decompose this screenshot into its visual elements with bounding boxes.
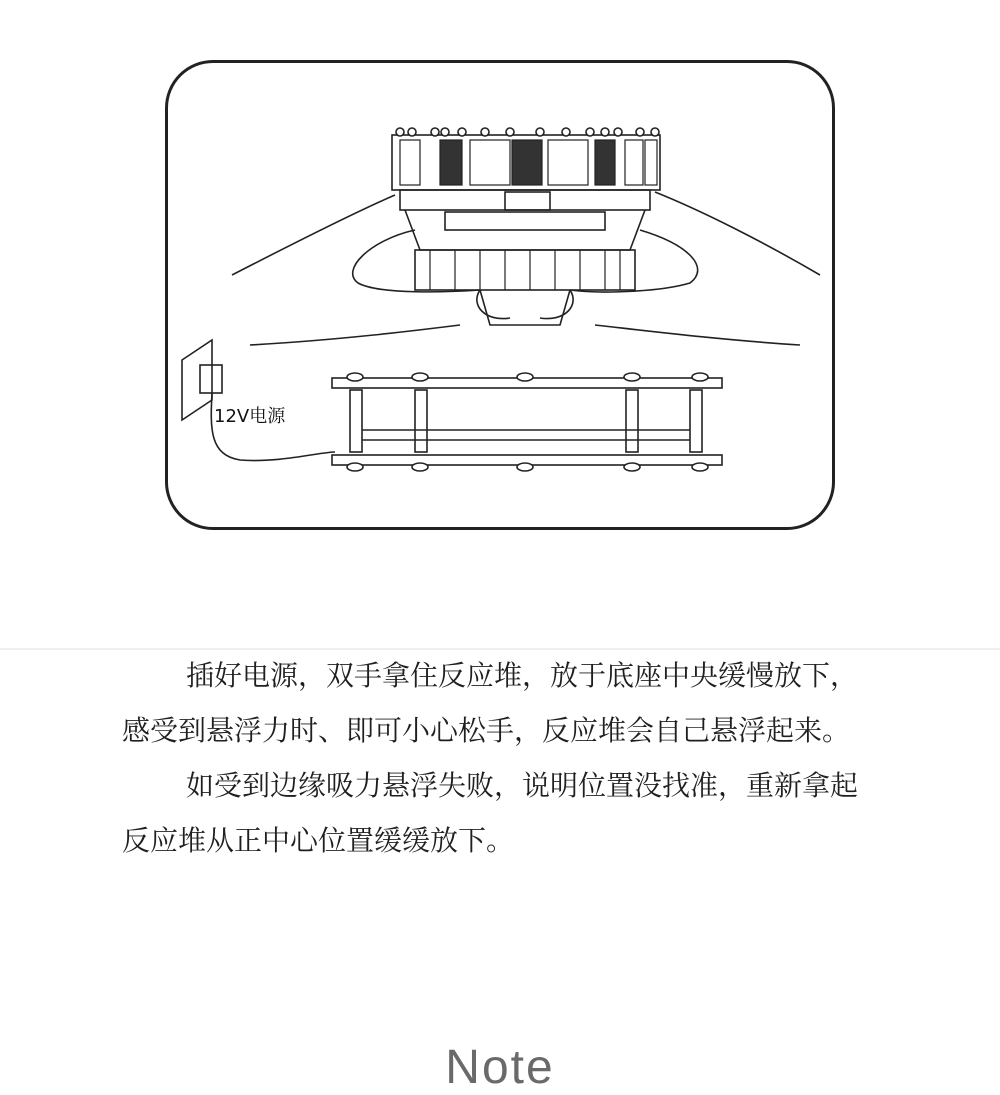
note-heading: Note (445, 1041, 555, 1094)
instructions (122, 648, 882, 868)
power-label: 12V电源 (214, 406, 286, 427)
power-adapter (182, 340, 335, 461)
instruction-paragraph-2: 如受到边缘吸力悬浮失败，说明位置没找准，重新拿起反应堆从正中心位置缓缓放下。 (122, 769, 859, 857)
instruction-paragraph-1: 插好电源，双手拿住反应堆，放于底座中央缓慢放下，感受到悬浮力时、即可小心松手，反应堆会自己悬浮起来。 (122, 659, 859, 747)
arc-reactor (392, 128, 660, 325)
hands (232, 192, 820, 345)
levitation-base (332, 373, 722, 471)
